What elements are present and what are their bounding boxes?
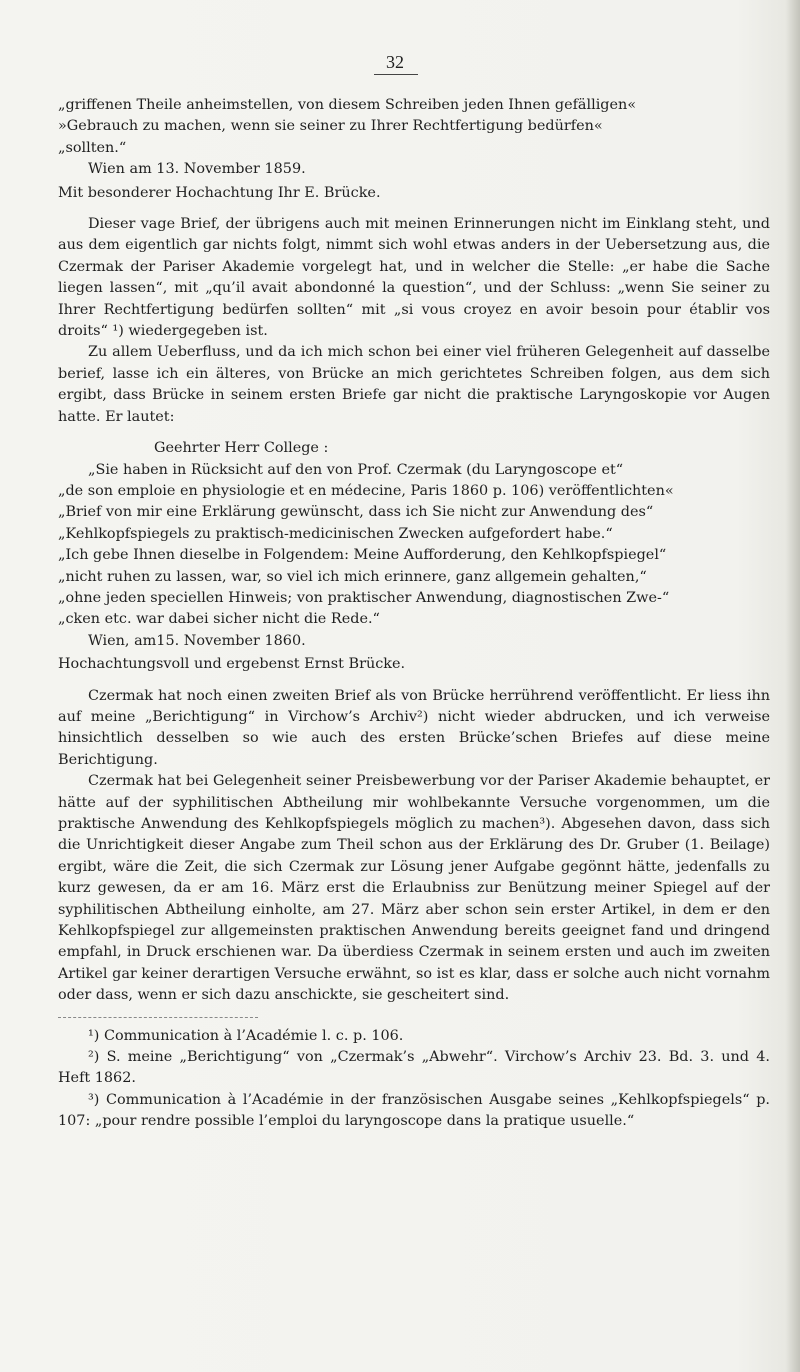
letter-date: Wien am 13. November 1859. [88,161,306,178]
paragraph: Dieser vage Brief, der übrigens auch mit meinen Erinnerungen nicht im Einklang steht, und aus dem eigentlich gar nichts folgt, nimmt sich wohl etwas anders in der Uebersetzung aus, die Czermak der Pariser Akademie vorgelegt hat, und in welcher die Stelle: „er habe die Sache liegen lassen“, mit „qu’il avait abondonné la question“, und der Schluss: „wenn Sie seiner zu Ihrer Rechtfertigung bedürfen sollten“ mit „si vous croyez en avoir besoin pour établir vos droits“ ¹) wiedergegeben ist. [58,216,770,340]
quote-line: „Brief von mir eine Erklärung gewünscht, dass ich Sie nicht zur Anwendung des“ [58,504,654,521]
paragraph: Czermak hat bei Gelegenheit seiner Preisbewerbung vor der Pariser Akademie behauptet, er hätte auf der syphilitischen Abtheilung mir wohlbekannte Versuche vorgenommen, um die praktische Anwendung des Kehlkopfspiegels möglich zu machen³). Abgesehen davon, dass sich die Unrichtigkeit dieser Angabe zum Theil schon aus der Erklärung des Dr. Gruber (1. Beilage) ergibt, wäre die Zeit, die sich Czermak zur Lösung jener Aufgabe gegönnt hätte, jedenfalls zu kurz gewesen, da er am 16. März erst die Erlaubniss zur Benützung meiner Spiegel auf der syphilitischen Abtheilung einholte, am 27. März aber schon sein erster Artikel, in dem er den Kehlkopfspiegel zur allgemeinsten praktischen Anwendung bereits geeignet fand und dringend empfahl, in Druck erschienen war. Da überdiess Czermak in seinem ersten und auch im zweiten Artikel gar keiner derartigen Versuche erwähnt, so ist es klar, dass er solche auch nicht vornahm oder dass, wenn er sich dazu anschickte, sie gescheitert sind. [58,773,770,1004]
letter-signature: Mit besonderer Hochachtung Ihr E. Brücke. [58,184,381,201]
letter-salutation: Geehrter Herr College : [154,440,329,457]
quote-line: „Sie haben in Rücksicht auf den von Prof. Czermak (du Laryngoscope et“ [88,461,624,478]
footnote-rule [58,1017,258,1018]
page-edge-shadow [786,0,800,1372]
quote-line: „de son emploie en physiologie et en médecine, Paris 1860 p. 106) veröffentlichten« [58,482,674,499]
quote-line: „cken etc. war dabei sicher nicht die Rede.“ [58,611,380,628]
letter-date: Wien, am15. November 1860. [88,632,306,649]
paragraph: Zu allem Ueberfluss, und da ich mich schon bei einer viel früheren Gelegenheit auf dasselbe berief, lasse ich ein älteres, von Brücke an mich gerichtetes Schreiben folgen, aus dem sich ergibt, dass Brücke in seinem ersten Briefe gar nicht die praktische Laryngoskopie vor Augen hatte. Er lautet: [58,344,770,425]
quote-line: „Ich gebe Ihnen dieselbe in Folgendem: Meine Aufforderung, den Kehlkopfspiegel“ [58,547,667,564]
quote-line: »Gebrauch zu machen, wenn sie seiner zu Ihrer Rechtfertigung bedürfen« [58,118,603,135]
letter-signature: Hochachtungsvoll und ergebenst Ernst Brücke. [58,656,406,673]
footnote: ³) Communication à l’Académie in der französischen Ausgabe seines „Kehlkopfspiegels“ p. 107: „pour rendre possible l’emploi du laryngoscope dans la pratique usuelle.“ [58,1091,770,1130]
quote-line: „sollten.“ [58,139,127,156]
body-text [58,95,770,1133]
footnote: ¹) Communication à l’Académie l. c. p. 106. [88,1027,404,1044]
quote-line: „griffenen Theile anheimstellen, von diesem Schreiben jeden Ihnen gefälligen« [58,97,637,113]
footnote: ²) S. meine „Berichtigung“ von „Czermak’s „Abwehr“. Virchow’s Archiv 23. Bd. 3. und 4. Heft 1862. [58,1049,770,1087]
footnotes [58,1026,770,1133]
page-number: 32 [386,52,404,72]
quote-line: „ohne jeden speciellen Hinweis; von praktischer Anwendung, diagnostischen Zwe-“ [58,589,670,606]
quote-line: „nicht ruhen zu lassen, war, so viel ich mich erinnere, ganz allgemein gehalten,“ [58,568,647,585]
paragraph: Czermak hat noch einen zweiten Brief als von Brücke herrührend veröffentlicht. Er liess ihn auf meine „Berichtigung“ in Virchow’s Archiv²) nicht wieder abdrucken, und ich verweise hinsichtlich desselben so wie auch des ersten Brücke’schen Briefes auf diese meine Berichtigung. [58,687,770,768]
quote-line: „Kehlkopfspiegels zu praktisch-medicinischen Zwecken aufgefordert habe.“ [58,525,613,542]
page-number-rule [374,74,418,75]
